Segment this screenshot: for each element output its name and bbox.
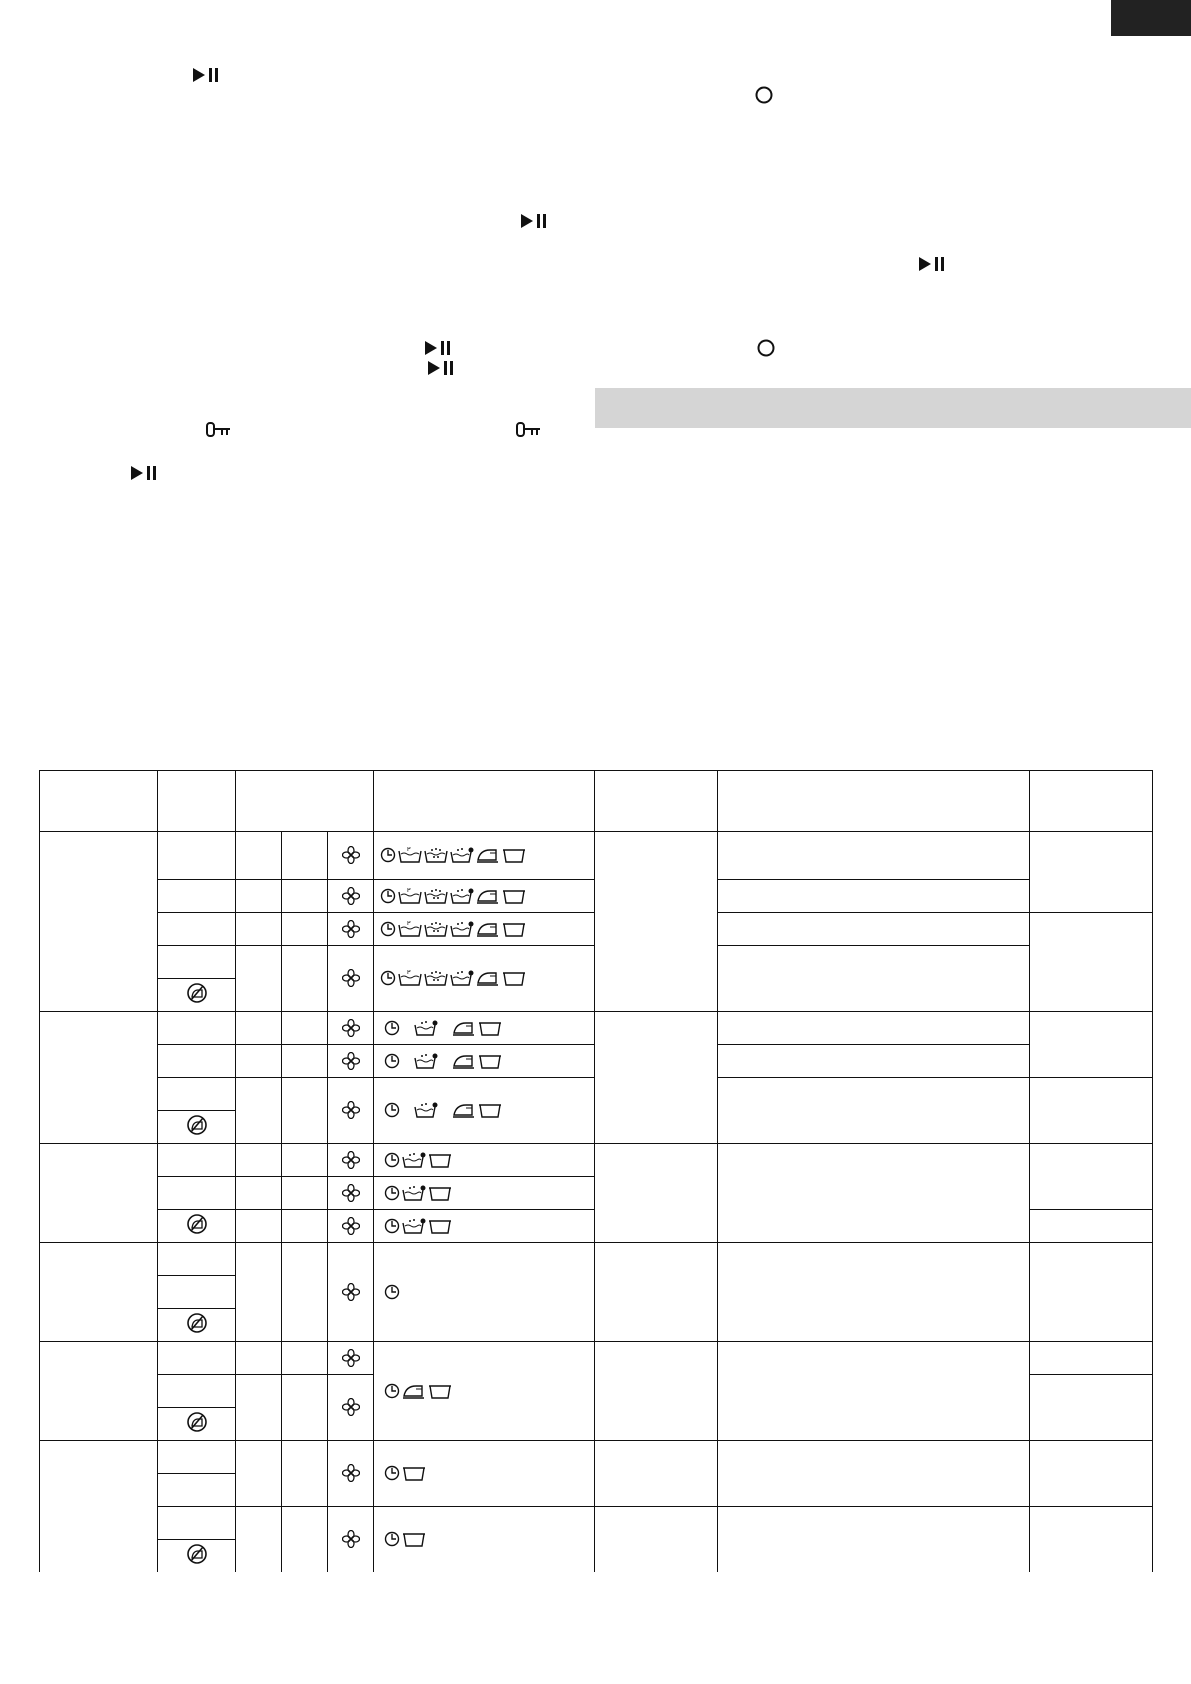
temp-cell [158, 1507, 236, 1540]
extra-rinse-icon [402, 1185, 426, 1201]
description-cell [718, 1144, 1030, 1243]
fan-icon [342, 969, 360, 987]
extra-rinse-icon [414, 1053, 438, 1069]
fan-cell [328, 1078, 374, 1144]
iron-icon [476, 970, 500, 986]
cell [236, 913, 282, 946]
cell [282, 1045, 328, 1078]
drain-icon [502, 888, 526, 904]
section-heading-band [595, 388, 1191, 428]
timer-icon [384, 1152, 400, 1168]
no-iron-icon [186, 1411, 208, 1433]
fan-cell [328, 1210, 374, 1243]
iron-icon [452, 1053, 476, 1069]
cell [236, 1078, 282, 1144]
fan-icon [342, 1151, 360, 1169]
symbols-cell [374, 1144, 595, 1177]
cell [236, 1342, 282, 1375]
timer-icon [384, 1053, 400, 1069]
start-pause-icon [424, 340, 454, 356]
timer-icon [380, 970, 396, 986]
symbols-cell [374, 1342, 595, 1441]
time-cell [1030, 1375, 1153, 1441]
symbols-cell [374, 1441, 595, 1507]
no-iron-cell [158, 1111, 236, 1144]
start-pause-icon [130, 465, 160, 481]
temp-cell [158, 1342, 236, 1375]
symbols-cell [374, 1507, 595, 1573]
fan-cell [328, 1375, 374, 1441]
cell [282, 1441, 328, 1507]
header-cell [374, 771, 595, 832]
fan-cell [328, 1012, 374, 1045]
fan-cell [328, 832, 374, 880]
programme-table [39, 770, 1152, 1572]
key-lock-icon [516, 422, 542, 438]
header-cell [595, 771, 718, 832]
program-name-cell [40, 1342, 158, 1441]
iron-icon [476, 921, 500, 937]
timer-icon [380, 847, 396, 863]
cell [236, 946, 282, 1012]
no-iron-icon [186, 1213, 208, 1235]
prewash-icon [398, 888, 422, 904]
cell [236, 1012, 282, 1045]
cell [236, 1375, 282, 1441]
start-pause-icon [427, 360, 457, 376]
timer-icon [384, 1102, 400, 1118]
no-iron-icon [186, 1543, 208, 1565]
cell [236, 1177, 282, 1210]
time-cell [1030, 1243, 1153, 1342]
header-cell [1030, 771, 1153, 832]
cell [236, 1144, 282, 1177]
extra-rinse-icon [414, 1020, 438, 1036]
start-pause-icon [192, 67, 222, 83]
cell [282, 1375, 328, 1441]
cell [236, 1210, 282, 1243]
prewash-icon [398, 847, 422, 863]
extra-rinse-icon [414, 1102, 438, 1118]
temp-cell [158, 880, 236, 913]
time-cell [1030, 1441, 1153, 1507]
iron-icon [452, 1102, 476, 1118]
drain-icon [502, 847, 526, 863]
cell [282, 1342, 328, 1375]
drain-icon [428, 1152, 452, 1168]
cell [282, 1210, 328, 1243]
no-iron-icon [186, 982, 208, 1004]
start-pause-icon [520, 213, 550, 229]
program-name-cell [40, 1441, 158, 1573]
program-name-cell [40, 1243, 158, 1342]
symbols-cell [374, 832, 595, 880]
extra-rinse-icon [402, 1218, 426, 1234]
description-cell [718, 1045, 1030, 1078]
load-cell [595, 1144, 718, 1243]
fan-cell [328, 880, 374, 913]
program-name-cell [40, 832, 158, 1012]
time-cell [1030, 1078, 1153, 1144]
timer-icon [384, 1020, 400, 1036]
drain-icon [478, 1053, 502, 1069]
time-cell [1030, 1342, 1153, 1375]
timer-icon [380, 921, 396, 937]
cell [236, 1507, 282, 1573]
time-cell [1030, 1507, 1153, 1573]
load-cell [595, 1342, 718, 1441]
temp-cell [158, 1276, 236, 1309]
fan-cell [328, 1243, 374, 1342]
timer-icon [384, 1383, 400, 1399]
drain-icon [428, 1185, 452, 1201]
drain-icon [402, 1531, 426, 1547]
symbols-cell [374, 1177, 595, 1210]
symbols-cell [374, 880, 595, 913]
symbols-cell [374, 913, 595, 946]
cell [236, 1441, 282, 1507]
svg-text:P: P [407, 920, 411, 927]
start-pause-icon [918, 256, 948, 272]
load-cell [595, 1243, 718, 1342]
no-iron-cell [158, 979, 236, 1012]
cell [282, 913, 328, 946]
load-cell [595, 1012, 718, 1144]
drain-icon [478, 1020, 502, 1036]
program-name-cell [40, 1144, 158, 1243]
fan-cell [328, 1045, 374, 1078]
extra-rinse-icon [450, 888, 474, 904]
time-cell [1030, 1210, 1153, 1243]
extra-rinse-icon [402, 1152, 426, 1168]
fan-icon [342, 1184, 360, 1202]
fan-cell [328, 1144, 374, 1177]
fan-icon [342, 1052, 360, 1070]
symbols-cell [374, 1045, 595, 1078]
temp-cell [158, 1144, 236, 1177]
fan-cell [328, 1177, 374, 1210]
iron-icon [476, 847, 500, 863]
load-cell [595, 1441, 718, 1507]
drain-icon [402, 1465, 426, 1481]
description-cell [718, 880, 1030, 913]
temp-cell [158, 1243, 236, 1276]
no-iron-cell [158, 1540, 236, 1573]
temp-cell [158, 913, 236, 946]
fan-cell [328, 1441, 374, 1507]
no-iron-icon [186, 1312, 208, 1334]
cell [282, 1012, 328, 1045]
cell [236, 1045, 282, 1078]
cell [282, 1177, 328, 1210]
fan-icon [342, 1398, 360, 1416]
timer-icon [384, 1284, 400, 1300]
temp-cell [158, 1045, 236, 1078]
fan-icon [342, 1283, 360, 1301]
iron-icon [402, 1383, 426, 1399]
wash-icon [424, 970, 448, 986]
description-cell [718, 1507, 1030, 1573]
time-cell [1030, 832, 1153, 913]
wash-icon [424, 888, 448, 904]
description-cell [718, 832, 1030, 880]
timer-icon [380, 888, 396, 904]
wash-icon [424, 921, 448, 937]
cell [282, 880, 328, 913]
svg-text:P: P [407, 847, 411, 854]
fan-cell [328, 946, 374, 1012]
cell [282, 1078, 328, 1144]
description-cell [718, 1441, 1030, 1507]
symbols-cell [374, 1012, 595, 1045]
timer-icon [384, 1185, 400, 1201]
program-name-cell [40, 1012, 158, 1144]
description-cell [718, 946, 1030, 1012]
temp-cell [158, 1177, 236, 1210]
header-cell [718, 771, 1030, 832]
fan-icon [342, 1019, 360, 1037]
fan-icon [342, 846, 360, 864]
no-iron-cell [158, 1210, 236, 1243]
no-iron-cell [158, 1408, 236, 1441]
fan-icon [342, 1349, 360, 1367]
prewash-icon [398, 921, 422, 937]
power-circle-icon [755, 86, 773, 104]
temp-cell [158, 1441, 236, 1474]
drain-icon [502, 921, 526, 937]
load-cell [595, 1507, 718, 1573]
cell [236, 1243, 282, 1342]
extra-rinse-icon [450, 921, 474, 937]
extra-rinse-icon [450, 847, 474, 863]
drain-icon [428, 1383, 452, 1399]
temp-cell [158, 1474, 236, 1507]
description-cell [718, 913, 1030, 946]
fan-icon [342, 1217, 360, 1235]
fan-cell [328, 1507, 374, 1573]
timer-icon [384, 1218, 400, 1234]
load-cell [595, 832, 718, 1012]
symbols-cell [374, 1078, 595, 1144]
no-iron-icon [186, 1114, 208, 1136]
time-cell [1030, 913, 1153, 1012]
corner-tab [1111, 0, 1191, 36]
description-cell [718, 1342, 1030, 1441]
extra-rinse-icon [450, 970, 474, 986]
cell [282, 1507, 328, 1573]
symbols-cell [374, 1210, 595, 1243]
cell [282, 1243, 328, 1342]
drain-icon [478, 1102, 502, 1118]
iron-icon [476, 888, 500, 904]
svg-text:P: P [407, 887, 411, 894]
time-cell [1030, 1144, 1153, 1210]
power-circle-icon [757, 339, 775, 357]
cell [282, 946, 328, 1012]
fan-cell [328, 913, 374, 946]
fan-icon [342, 920, 360, 938]
timer-icon [384, 1531, 400, 1547]
svg-text:P: P [407, 970, 411, 977]
drain-icon [502, 970, 526, 986]
temp-cell [158, 1375, 236, 1408]
no-iron-cell [158, 1309, 236, 1342]
cell [236, 880, 282, 913]
symbols-cell [374, 946, 595, 1012]
fan-icon [342, 1101, 360, 1119]
cell [282, 1144, 328, 1177]
symbols-cell [374, 1243, 595, 1342]
fan-icon [342, 1464, 360, 1482]
timer-icon [384, 1465, 400, 1481]
time-cell [1030, 1012, 1153, 1078]
temp-cell [158, 946, 236, 979]
header-cell [40, 771, 158, 832]
cell [282, 832, 328, 880]
wash-icon [424, 847, 448, 863]
header-cell [158, 771, 236, 832]
cell [236, 832, 282, 880]
fan-icon [342, 887, 360, 905]
description-cell [718, 1078, 1030, 1144]
temp-cell [158, 1012, 236, 1045]
drain-icon [428, 1218, 452, 1234]
prewash-icon [398, 970, 422, 986]
temp-cell [158, 1078, 236, 1111]
description-cell [718, 1243, 1030, 1342]
key-lock-icon [206, 422, 232, 438]
fan-icon [342, 1530, 360, 1548]
header-cell [236, 771, 374, 832]
temp-cell [158, 832, 236, 880]
description-cell [718, 1012, 1030, 1045]
fan-cell [328, 1342, 374, 1375]
iron-icon [452, 1020, 476, 1036]
